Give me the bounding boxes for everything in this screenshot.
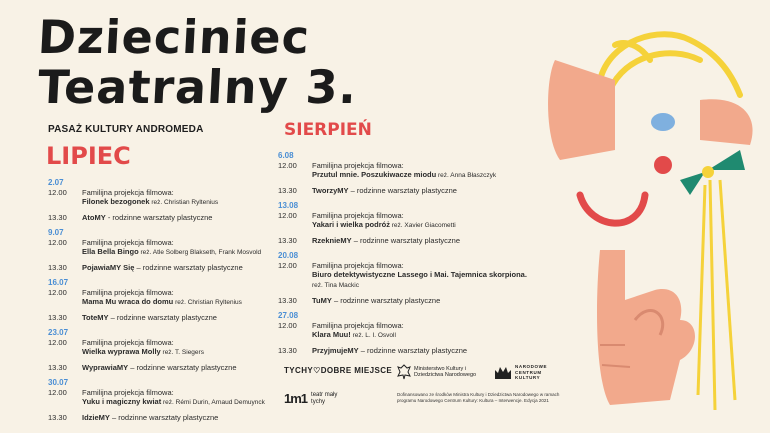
- film-label: Familijna projekcja filmowa:: [312, 161, 404, 170]
- event-workshop-row: [278, 186, 528, 195]
- month-july: LIPIEC: [46, 142, 131, 170]
- event-time: 13.30: [48, 263, 67, 272]
- eagle-icon: [397, 364, 411, 380]
- event-time: 13.30: [278, 236, 297, 245]
- film-label: Familijna projekcja filmowa:: [82, 238, 174, 247]
- event-time: 12.00: [278, 211, 297, 220]
- event-date: 27.08: [278, 311, 299, 320]
- event-film-body: [82, 338, 298, 357]
- film-title: Mama Mu wraca do domu: [82, 297, 174, 306]
- event-film-row: [278, 261, 528, 290]
- event-time: 12.00: [48, 388, 67, 397]
- title-line-1: Dzieciniec: [36, 10, 312, 64]
- workshop-desc: – rodzinne warsztaty plastyczne: [109, 413, 219, 422]
- film-title: Filonek bezogonek: [82, 197, 150, 206]
- tmt-mark: 1m1: [284, 391, 308, 406]
- film-title: Ella Bella Bingo: [82, 247, 139, 256]
- event-time: 13.30: [48, 213, 67, 222]
- film-label: Familijna projekcja filmowa:: [312, 261, 404, 270]
- film-title: Biuro detektywistyczne Lassego i Mai. Tajemnica skorpiona.: [312, 270, 527, 279]
- event-time: 12.00: [48, 238, 67, 247]
- workshop-name: WyprawiaMY: [82, 363, 129, 372]
- heart-icon: ♡: [313, 366, 321, 375]
- event-film-body: [82, 388, 298, 407]
- event-film-body: [82, 288, 298, 307]
- event-time: 12.00: [278, 321, 297, 330]
- event-workshop-row: [278, 296, 528, 305]
- tmt-name: teatr mały tychy: [311, 392, 338, 405]
- workshop-body: [82, 413, 298, 422]
- august-schedule: [278, 145, 528, 357]
- event-date: 13.08: [278, 201, 299, 210]
- film-label: Familijna projekcja filmowa:: [82, 338, 174, 347]
- film-director: reż. Tina Mackic: [312, 282, 359, 289]
- workshop-name: TuMY: [312, 296, 332, 305]
- film-line: [312, 170, 528, 180]
- event-film-row: [48, 288, 298, 307]
- film-label: Familijna projekcja filmowa:: [82, 188, 174, 197]
- film-title: Klara Muu!: [312, 330, 351, 339]
- film-director: reż. L. I. Osvoll: [350, 332, 396, 339]
- ministry-logo: [397, 364, 490, 380]
- event-time: 12.00: [48, 288, 67, 297]
- film-label: Familijna projekcja filmowa:: [312, 321, 404, 330]
- teatr-maly-logo: [284, 391, 345, 406]
- workshop-body: [312, 236, 528, 245]
- film-label: Familijna projekcja filmowa:: [82, 288, 174, 297]
- workshop-desc: – rodzinne warsztaty plastyczne: [128, 363, 237, 372]
- film-line: [82, 297, 298, 307]
- event-date: 16.07: [48, 278, 69, 287]
- film-line: [82, 197, 298, 207]
- film-title: Yuku i magiczny kwiat: [82, 397, 162, 406]
- july-schedule: [48, 172, 298, 424]
- venue-name: PASAŻ KULTURY ANDROMEDA: [48, 124, 204, 135]
- workshop-name: RzeknieMY: [312, 236, 352, 245]
- workshop-name: IdzieMY: [82, 413, 110, 422]
- film-label: Familijna projekcja filmowa:: [82, 388, 174, 397]
- month-august: SIERPIEŃ: [284, 120, 372, 140]
- workshop-name: ToteMY: [82, 313, 109, 322]
- event-film-body: [312, 321, 528, 340]
- film-director: reż. T. Siegers: [160, 349, 204, 356]
- event-time: 12.00: [278, 161, 297, 170]
- event-date: 20.08: [278, 251, 299, 260]
- film-line: [312, 220, 528, 230]
- workshop-body: [82, 363, 298, 372]
- event-film-body: [312, 261, 528, 290]
- event-date: 9.07: [48, 228, 64, 237]
- event-time: 13.30: [278, 346, 297, 355]
- nose: [548, 60, 615, 160]
- workshop-body: [82, 263, 298, 272]
- workshop-body: [82, 213, 298, 222]
- funding-note: Dofinansowano ze środków Ministra Kultury i Dziedzictwa Narodowego w ramach programu Narodowego Centrum Kultury: Kultura – Interwencje. Edycja 2021: [397, 392, 560, 403]
- workshop-desc: – rodzinne warsztaty plastyczne: [134, 263, 243, 272]
- event-workshop-row: [278, 236, 528, 245]
- film-director: reż. Christian Ryltenius: [149, 199, 219, 206]
- event-time: 12.00: [278, 261, 297, 270]
- event-film-body: [312, 161, 528, 180]
- workshop-name: PrzyjmujeMY: [312, 346, 359, 355]
- ministry-name: Ministerstwo Kultury i Dziedzictwa Narodowego: [414, 366, 477, 378]
- event-time: 13.30: [278, 186, 297, 195]
- film-director: reż. Anna Błaszczyk: [436, 172, 497, 179]
- event-time: 12.00: [48, 188, 67, 197]
- event-workshop-row: [48, 263, 298, 272]
- workshop-desc: – rodzinne warsztaty plastyczne: [351, 236, 460, 245]
- workshop-desc: – rodzinne warsztaty plastyczne: [348, 186, 457, 195]
- film-director: reż. Christian Ryltenius: [173, 299, 242, 306]
- film-line: [312, 270, 528, 290]
- film-line: [312, 330, 528, 340]
- event-time: 13.30: [48, 363, 67, 372]
- workshop-name: AtoMY: [82, 213, 106, 222]
- workshop-body: [312, 346, 528, 355]
- film-line: [82, 247, 298, 257]
- tychy-logo: [284, 366, 392, 375]
- event-workshop-row: [278, 346, 528, 355]
- event-workshop-row: [48, 313, 298, 322]
- event-date: 23.07: [48, 328, 69, 337]
- event-film-row: [278, 321, 528, 340]
- workshop-body: [312, 296, 528, 305]
- event-film-row: [278, 211, 528, 230]
- event-time: 12.00: [48, 338, 67, 347]
- event-film-row: [48, 388, 298, 407]
- film-director: reż. Rémi Durin, Arnaud Demuynck: [161, 399, 265, 406]
- event-film-row: [48, 188, 298, 207]
- event-time: 13.30: [48, 313, 67, 322]
- film-line: [82, 347, 298, 357]
- film-title: Przutul mnie. Poszukiwacze miodu: [312, 170, 437, 179]
- event-workshop-row: [48, 363, 298, 372]
- event-time: 13.30: [278, 296, 297, 305]
- workshop-desc: - rodzinne warsztaty plastyczne: [105, 213, 213, 222]
- workshop-name: PojawiaMY Się: [82, 263, 135, 272]
- ncc-crown-icon: [494, 364, 512, 380]
- workshop-name: TworzyMY: [312, 186, 349, 195]
- event-film-row: [278, 161, 528, 180]
- event-film-body: [82, 238, 298, 257]
- workshop-body: [312, 186, 528, 195]
- tychy-logo-b: DOBRE MIEJSCE: [320, 366, 393, 375]
- ncc-name: NARODOWE CENTRUM KULTURY: [515, 364, 548, 380]
- tychy-logo-a: TYCHY: [284, 366, 314, 375]
- film-director: reż. Atle Solberg Blakseth, Frank Mosvold: [138, 249, 262, 256]
- event-film-body: [312, 211, 528, 230]
- workshop-desc: – rodzinne warsztaty plastyczne: [358, 346, 468, 355]
- film-title: Yakari i wielka podróż: [312, 220, 390, 229]
- event-film-row: [48, 238, 298, 257]
- title-line-2: Teatralny 3.: [36, 60, 359, 114]
- event-workshop-row: [48, 413, 298, 422]
- event-film-body: [82, 188, 298, 207]
- eye-blue: [651, 113, 675, 131]
- event-date: 6.08: [278, 151, 294, 160]
- event-workshop-row: [48, 213, 298, 222]
- face-illustration: [540, 0, 770, 433]
- film-label: Familijna projekcja filmowa:: [312, 211, 404, 220]
- event-date: 30.07: [48, 378, 69, 387]
- event-date: 2.07: [48, 178, 64, 187]
- workshop-desc: – rodzinne warsztaty plastyczne: [331, 296, 441, 305]
- film-director: reż. Xavier Giacometti: [389, 222, 456, 229]
- film-line: [82, 397, 298, 407]
- workshop-desc: – rodzinne warsztaty plastyczne: [108, 313, 217, 322]
- event-time: 13.30: [48, 413, 67, 422]
- workshop-body: [82, 313, 298, 322]
- event-film-row: [48, 338, 298, 357]
- hand: [597, 250, 695, 405]
- film-title: Wielka wyprawa Molly: [82, 347, 161, 356]
